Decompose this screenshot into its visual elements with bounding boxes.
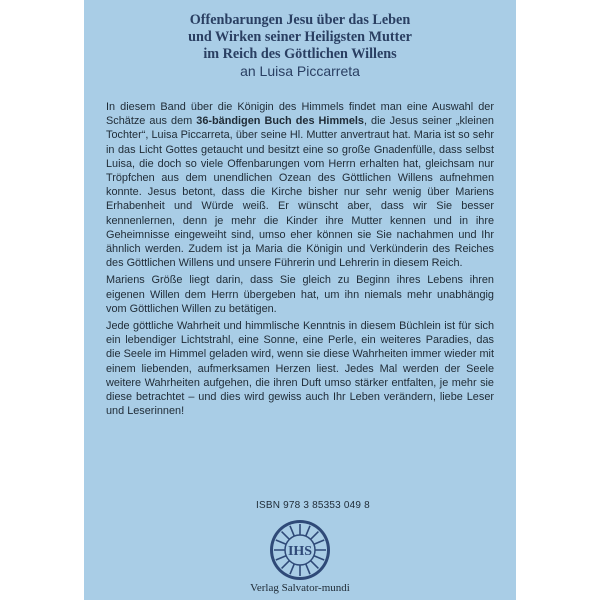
book-subtitle: an Luisa Piccarreta — [240, 63, 360, 79]
logo-monogram-text: IHS — [287, 544, 313, 559]
blurb-paragraph-1 — [106, 100, 494, 270]
book-title-line-3: im Reich des Göttlichen Willens — [203, 46, 397, 62]
blurb-paragraph-1-end: , die Jesus seiner „kleinen Tochter“, Luisa Piccarreta, über seine Hl. Mutter anvertraut hat. Maria ist so sehr in das Licht Gottes getaucht und besitzt eine so große Gnadenfülle, dass selbst Luisa, die doch so viele Offenbarungen vom Herrn erhalten hat, gleichsam nur Tröpfchen aus dem unendlichen Ozean des Göttlichen Willens aufnehmen konnte. Jesus betont, dass die Kirche bisher nur sehr wenig über Mariens Erhabenheit und Würde weiß. Er wünscht aber, dass wir Sie besser kennenlernen, denn je mehr die Kinder ihre Mutter kennen und in ihre Geheimnisse eingeweiht sind, umso eher können sie Sie nachahmen und Ihr ähnlich werden. Zudem ist ja Maria die Königin und Verkünderin des Reiches des Göttlichen Willens und unsere Führerin und Lehrerin in diesem Reich. — [106, 115, 494, 270]
book-title-line-2: und Wirken seiner Heiligsten Mutter — [188, 29, 412, 45]
back-cover — [84, 0, 516, 600]
blurb-bold-phrase: 36-bändigen Buch des Himmels — [196, 115, 364, 128]
isbn-number: ISBN 978 3 85353 049 8 — [256, 500, 370, 511]
ihs-monogram-seal-icon — [269, 519, 331, 581]
blurb-paragraph-3: Jede göttliche Wahrheit und himmlische Kenntnis in diesem Büchlein ist für sich ein lebendiger Lichtstrahl, eine Sonne, eine Perle, ein weiteres Paradies, das die Seele im Himmel geladen wird, wenn sie diese Wahrheiten immer wieder mit einem liebenden, aufmerksamen Herzen liest. Jedes Mal werden der Seele weitere Wahrheiten aufgehen, die ihren Duft umso stärker entfalten, je mehr sie diese betrachtet – und dies wird gewiss auch Ihr Leben verändern, liebe Leser und Leserinnen! — [106, 320, 494, 418]
book-title-line-1: Offenbarungen Jesu über das Leben — [189, 12, 411, 28]
blurb-paragraph-2: Mariens Größe liegt darin, dass Sie gleich zu Beginn ihres Lebens ihren eigenen Willen dem Herrn übergeben hat, um ihn niemals mehr unabhängig vom Göttlichen Willen zu betätigen. — [106, 274, 494, 315]
publisher-name: Verlag Salvator-mundi — [250, 582, 350, 594]
blurb-paragraph-1-start: In diesem Band über die Königin des Himmels findet man eine Auswahl der Schätze aus dem — [106, 101, 494, 128]
